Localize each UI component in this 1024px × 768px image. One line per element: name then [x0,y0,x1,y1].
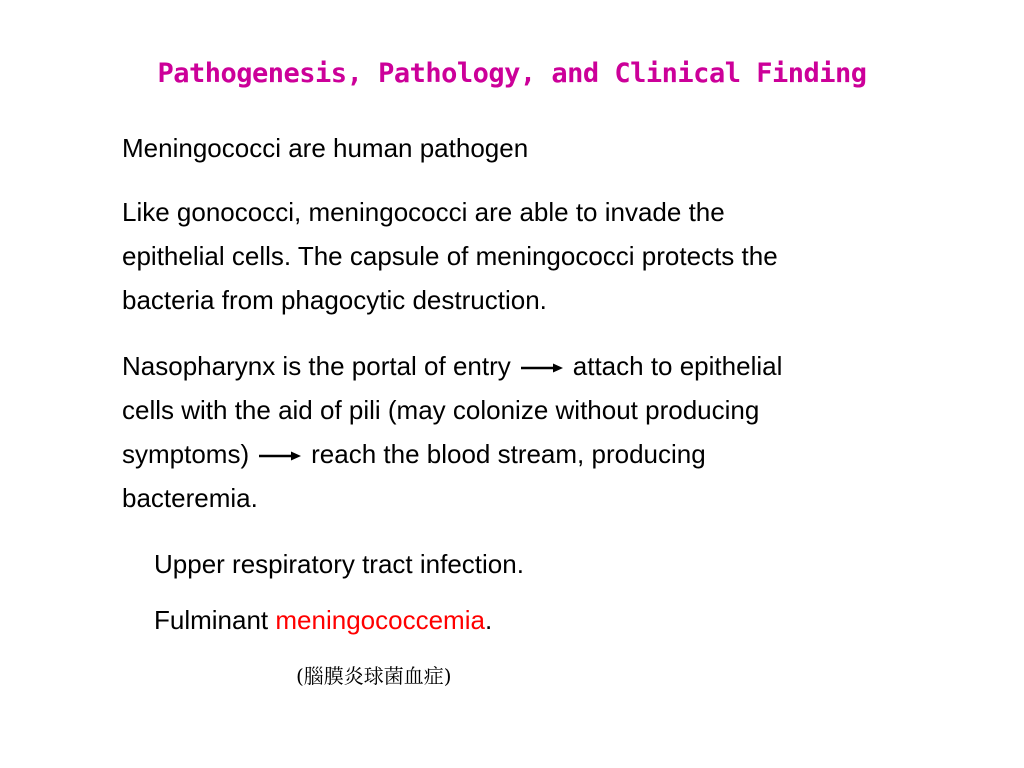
pathway-step-symptoms: symptoms) [122,439,250,469]
paragraph-pathway [122,344,782,520]
right-arrow-icon [259,450,301,462]
slide-title: Pathogenesis, Pathology, and Clinical Finding [157,58,867,89]
paragraph-line [122,344,782,388]
finding-suffix: . [484,605,493,635]
paragraph-line: epithelial cells. The capsule of meningococci protects the [122,241,778,271]
paragraph-line: Like gonococci, meningococci are able to invade the [122,197,725,227]
paragraph-line [122,432,782,476]
pathway-step-entry: Nasopharynx is the portal of entry [122,351,511,381]
finding-highlight: meningococcemia [275,605,485,635]
right-arrow-icon [521,362,563,374]
paragraph-line: Upper respiratory tract infection. [154,549,524,579]
finding-fulminant [154,598,492,642]
pathway-step-bloodstream: reach the blood stream, producing [311,439,706,469]
paragraph-human-pathogen [122,126,528,170]
paragraph-line [154,598,492,642]
chinese-translation: (腦膜炎球菌血症) [296,664,452,688]
finding-prefix: Fulminant [154,605,276,635]
paragraph-line: bacteremia. [122,483,258,513]
finding-upper-respiratory [154,542,524,586]
paragraph-line: cells with the aid of pili (may colonize without producing [122,395,760,425]
paragraph-invasion [122,190,778,322]
pathway-step-attach: attach to epithelial [572,351,783,381]
paragraph-line: Meningococci are human pathogen [122,133,529,163]
paragraph-line: bacteria from phagocytic destruction. [122,285,547,315]
